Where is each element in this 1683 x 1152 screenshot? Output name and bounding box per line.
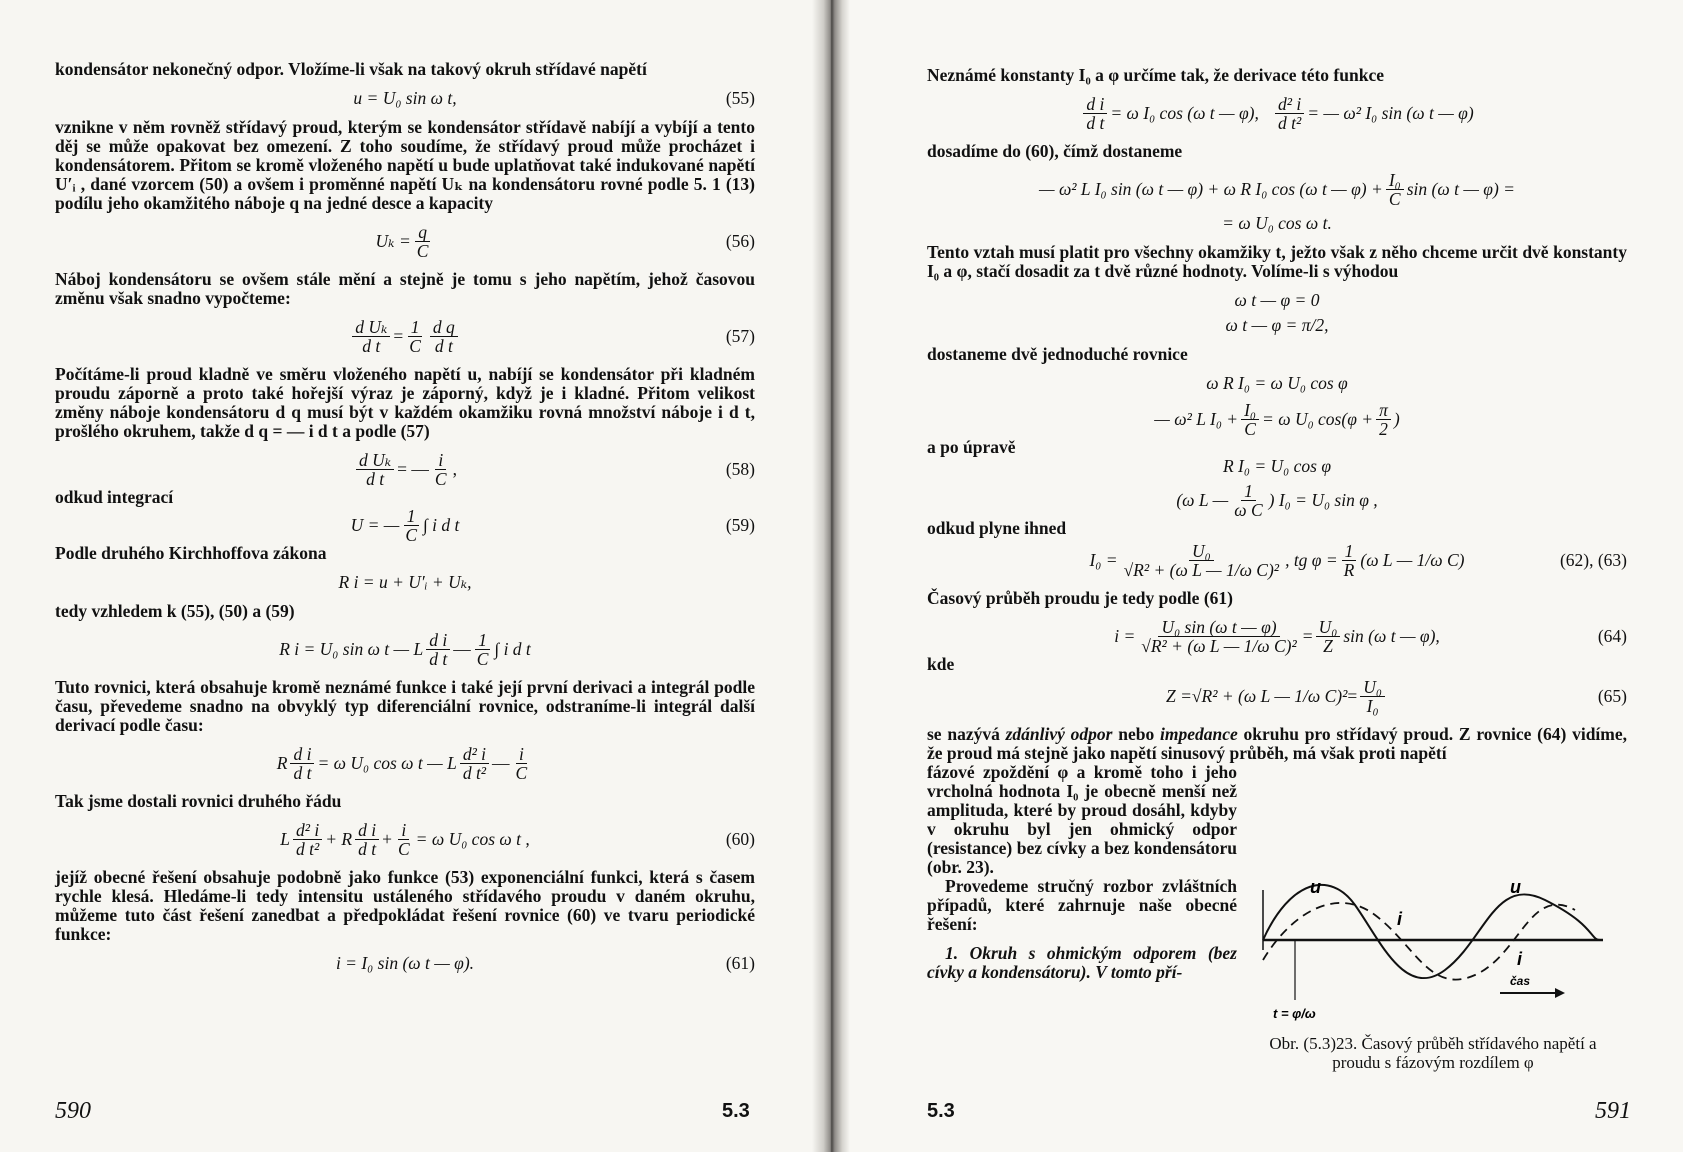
equation-number: (65) — [1597, 686, 1627, 706]
sine-wave-figure — [1255, 875, 1605, 1025]
right-page — [835, 0, 1683, 1152]
equation-60: L $\frac{\text{d² i}}{\text{d t²}}$ + R $\frac{\text{d i}}{\text{d t}}$ + $\frac{i}{C}$ = ω U₀ cos ω t , (60) — [280, 820, 755, 859]
equation-number: (58) — [725, 459, 755, 479]
condition-2: ω t — φ = π/2, — [1225, 315, 1329, 335]
equation-61: i = I₀ sin (ω t — φ). (61) — [335, 953, 755, 973]
paragraph: kondensátor nekonečný odpor. Vložíme-li však na takový okruh střídavé napětí — [55, 59, 647, 79]
equation-55: u = U₀ sin ω t, (55) — [353, 88, 755, 108]
paragraph: dosadíme do (60), čímž dostaneme — [927, 141, 1183, 161]
equation-59: U = — $\frac{1}{C}$ ∫ i d t (59) — [350, 506, 755, 545]
equation-r2: — ω² L I₀ + $\frac{\text{I₀}}{C}$ = ω U₀ cos (φ + $\frac{\pi}{2}$ ) — [1154, 400, 1400, 439]
equation-ri: R i = U₀ sin ω t — L $\frac{\text{d i}}{\text{d t}}$ — $\frac{1}{C}$ ∫ i d t — [279, 630, 531, 669]
label-phase: t = φ/ω — [1273, 1006, 1316, 1021]
equation-number: (59) — [725, 515, 755, 535]
paragraph: Neznámé konstanty I₀ a φ určíme tak, že derivace této funkce — [927, 65, 1384, 85]
paragraph: Provedeme stručný rozbor zvláštních případů, které zahrnuje naše obecné řešení: — [927, 876, 1237, 934]
left-page-text — [55, 60, 755, 973]
equation-derivative: R $\frac{\text{d i}}{\text{d t}}$ = ω U₀ cos ω t — L $\frac{\text{d² i}}{\text{d t²}}$ — $\frac{i}{C}$ — [276, 744, 528, 783]
voltage-curve — [1263, 885, 1600, 978]
label-time: čas — [1510, 974, 1531, 988]
equation-number: (64) — [1597, 626, 1627, 646]
equation-u2: (ω L — $\frac{1}{\text{ω C}}$ ) I₀ = U₀ sin φ , — [1176, 481, 1378, 520]
paragraph: Tak jsme dostali rovnici druhého řádu — [55, 791, 342, 811]
equation-kirchhoff: R i = u + U′ᵢ + Uₖ, — [338, 572, 472, 592]
equation-64: i = $\frac{\text{U₀ sin (ω t — φ)}}{\text{√R² + (ω L — 1/ω C)²}}$ = $\frac{\text{U₀}}{Z}$ sin (ω t — φ), (64) — [1114, 617, 1627, 656]
condition-1: ω t — φ = 0 — [1234, 290, 1320, 310]
section-number: 5.3 — [722, 1100, 750, 1122]
left-page — [0, 0, 835, 1152]
paragraph: Tuto rovnici, která obsahuje kromě neznámé funkce i také její první derivaci a integrál podle času, převedeme snadno na obvyklý typ diferenciální rovnice, odstraníme-li integrál další derivací podle času: — [55, 677, 755, 735]
paragraph: fázové zpoždění φ a kromě toho i jeho vrcholná hodnota I₀ je obecně menší než amplituda, které by proud dosáhl, kdyby v okruhu byl jen ohmický odpor (resistance) bez cívky a bez kondensátoru (obr. 23). — [927, 762, 1237, 877]
right-page-text — [927, 66, 1627, 982]
paragraph: Náboj kondensátoru se ovšem stále mění a stejně je tomu s jeho napětím, jehož časovou změnu však snadno vypočteme: — [55, 269, 755, 308]
book-gutter — [812, 0, 850, 1152]
paragraph: dostaneme dvě jednoduché rovnice — [927, 344, 1188, 364]
equation-substituted: — ω² L I₀ sin (ω t — φ) + ω R I₀ cos (ω t — φ) + $\frac{\text{I₀}}{C}$ sin (ω t — φ) = — [1039, 170, 1515, 209]
paragraph: Počítáme-li proud kladně ve směru vloženého napětí u, nabíjí se kondensátor při kladném proudu záporně a proto také hořejší výraz je záporný, když je i kladné. Přitom velikost změny náboje kondensátoru d q musí být v každém okamžiku rovná množství náboje i d t, prošlého okruhem, takže d q = — i d t a podle (57) — [55, 364, 755, 441]
current-curve — [1263, 903, 1575, 980]
label-i: i — [1517, 949, 1523, 969]
equation-number: (55) — [725, 88, 755, 108]
paragraph: kde — [927, 654, 955, 674]
equation-number: (62), (63) — [1559, 550, 1627, 570]
paragraph: 1. Okruh s ohmickým odporem (bez cívky a kondensátoru). V tomto pří- — [927, 943, 1237, 982]
equation-derivatives: $\frac{\text{d i}}{\text{d t}}$ = ω I₀ cos (ω t — φ), $\frac{\text{d² i}}{\text{d t²}}$ = — ω² I₀ sin (ω t — φ) — [927, 95, 1627, 132]
equation-r1: ω R I₀ = ω U₀ cos φ — [1206, 373, 1348, 393]
figure-caption: Obr. (5.3)23. Časový průběh střídavého napětí a proudu s fázovým rozdílem φ — [1269, 1034, 1597, 1072]
paragraph: odkud plyne ihned — [927, 518, 1067, 538]
page-number: 590 — [55, 1098, 91, 1124]
section-number: 5.3 — [927, 1100, 955, 1122]
equation-number: (57) — [725, 326, 755, 346]
equation-number: (61) — [725, 953, 755, 973]
equation-number: (60) — [725, 829, 755, 849]
label-i: i — [1397, 909, 1403, 929]
paragraph: se nazývá zdánlivý odpor nebo impedance okruhu pro střídavý proud. Z rovnice (64) vidíme, že proud má stejně jako napětí sinusový průběh, má však proti napětí — [927, 724, 1628, 763]
paragraph: vznikne v něm rovněž střídavý proud, kterým se kondensátor střídavě nabíjí a vybíjí a tento děj se může opakovat bez omezení. Z toho soudíme, že střídavý proud může procházet i kondensátorem. Přitom se kromě vloženého napětí u bude uplatňovat také indukované napětí U′ᵢ , dané vzorcem (50) a ovšem i proměnné napětí Uₖ na kondensátoru rovné podle 5. 1 (13) podílu jeho okamžitého náboje q na jedné desce a kapacity — [55, 117, 755, 213]
label-u: u — [1310, 877, 1321, 897]
equation-u1: R I₀ = U₀ cos φ — [1222, 456, 1332, 476]
equation-56: Uₖ = $\frac{q}{C}$ (56) — [375, 222, 755, 261]
arrow-head-icon — [1555, 988, 1565, 998]
equation-substituted-2: = ω U₀ cos ω t. — [1222, 213, 1332, 233]
page-number: 591 — [1595, 1098, 1631, 1124]
paragraph: jejíž obecné řešení obsahuje podobně jako funkce (53) exponenciální funkci, která s časem rychle klesá. Hledáme-li tedy intensitu ustáleného střídavého proudu v daném okruhu, můžeme tuto část řešení zanedbat a předpokládat řešení rovnice (60) ve tvaru periodické funkce: — [55, 867, 755, 944]
equation-number: (56) — [725, 231, 755, 251]
paragraph: Podle druhého Kirchhoffova zákona — [55, 543, 327, 563]
paragraph: Časový průběh proudu je tedy podle (61) — [927, 588, 1233, 608]
equation-58: $\frac{\text{d Uₖ}}{\text{d t}}$ = — $\frac{i}{C}$ , (58) — [55, 451, 755, 488]
paragraph: Tento vztah musí platit pro všechny okamžiky t, ježto však z něho chceme určit dvě konstanty I₀ a φ, stačí dosadit za t dvě různé hodnoty. Volíme-li s výhodou — [927, 242, 1627, 281]
paragraph: tedy vzhledem k (55), (50) a (59) — [55, 601, 295, 621]
equation-65: Z = √R² + (ω L — 1/ω C)² = $\frac{\text{U₀}}{\text{I₀}}$ (65) — [1165, 677, 1627, 716]
equation-57: $\frac{\text{d Uₖ}}{\text{d t}}$ = $\frac{1}{C}$ $\frac{\text{d q}}{\text{d t}}$ (57) — [55, 318, 755, 355]
paragraph: a po úpravě — [927, 437, 1016, 457]
label-u: u — [1510, 877, 1521, 897]
equation-62-63: I₀ = $\frac{\text{U₀}}{\text{√R² + (ω L — 1/ω C)²}}$ , tg φ = $\frac{1}{R}$ (ω L — 1/ω C) (62), (63) — [1089, 541, 1627, 580]
paragraph: odkud integrací — [55, 487, 174, 507]
